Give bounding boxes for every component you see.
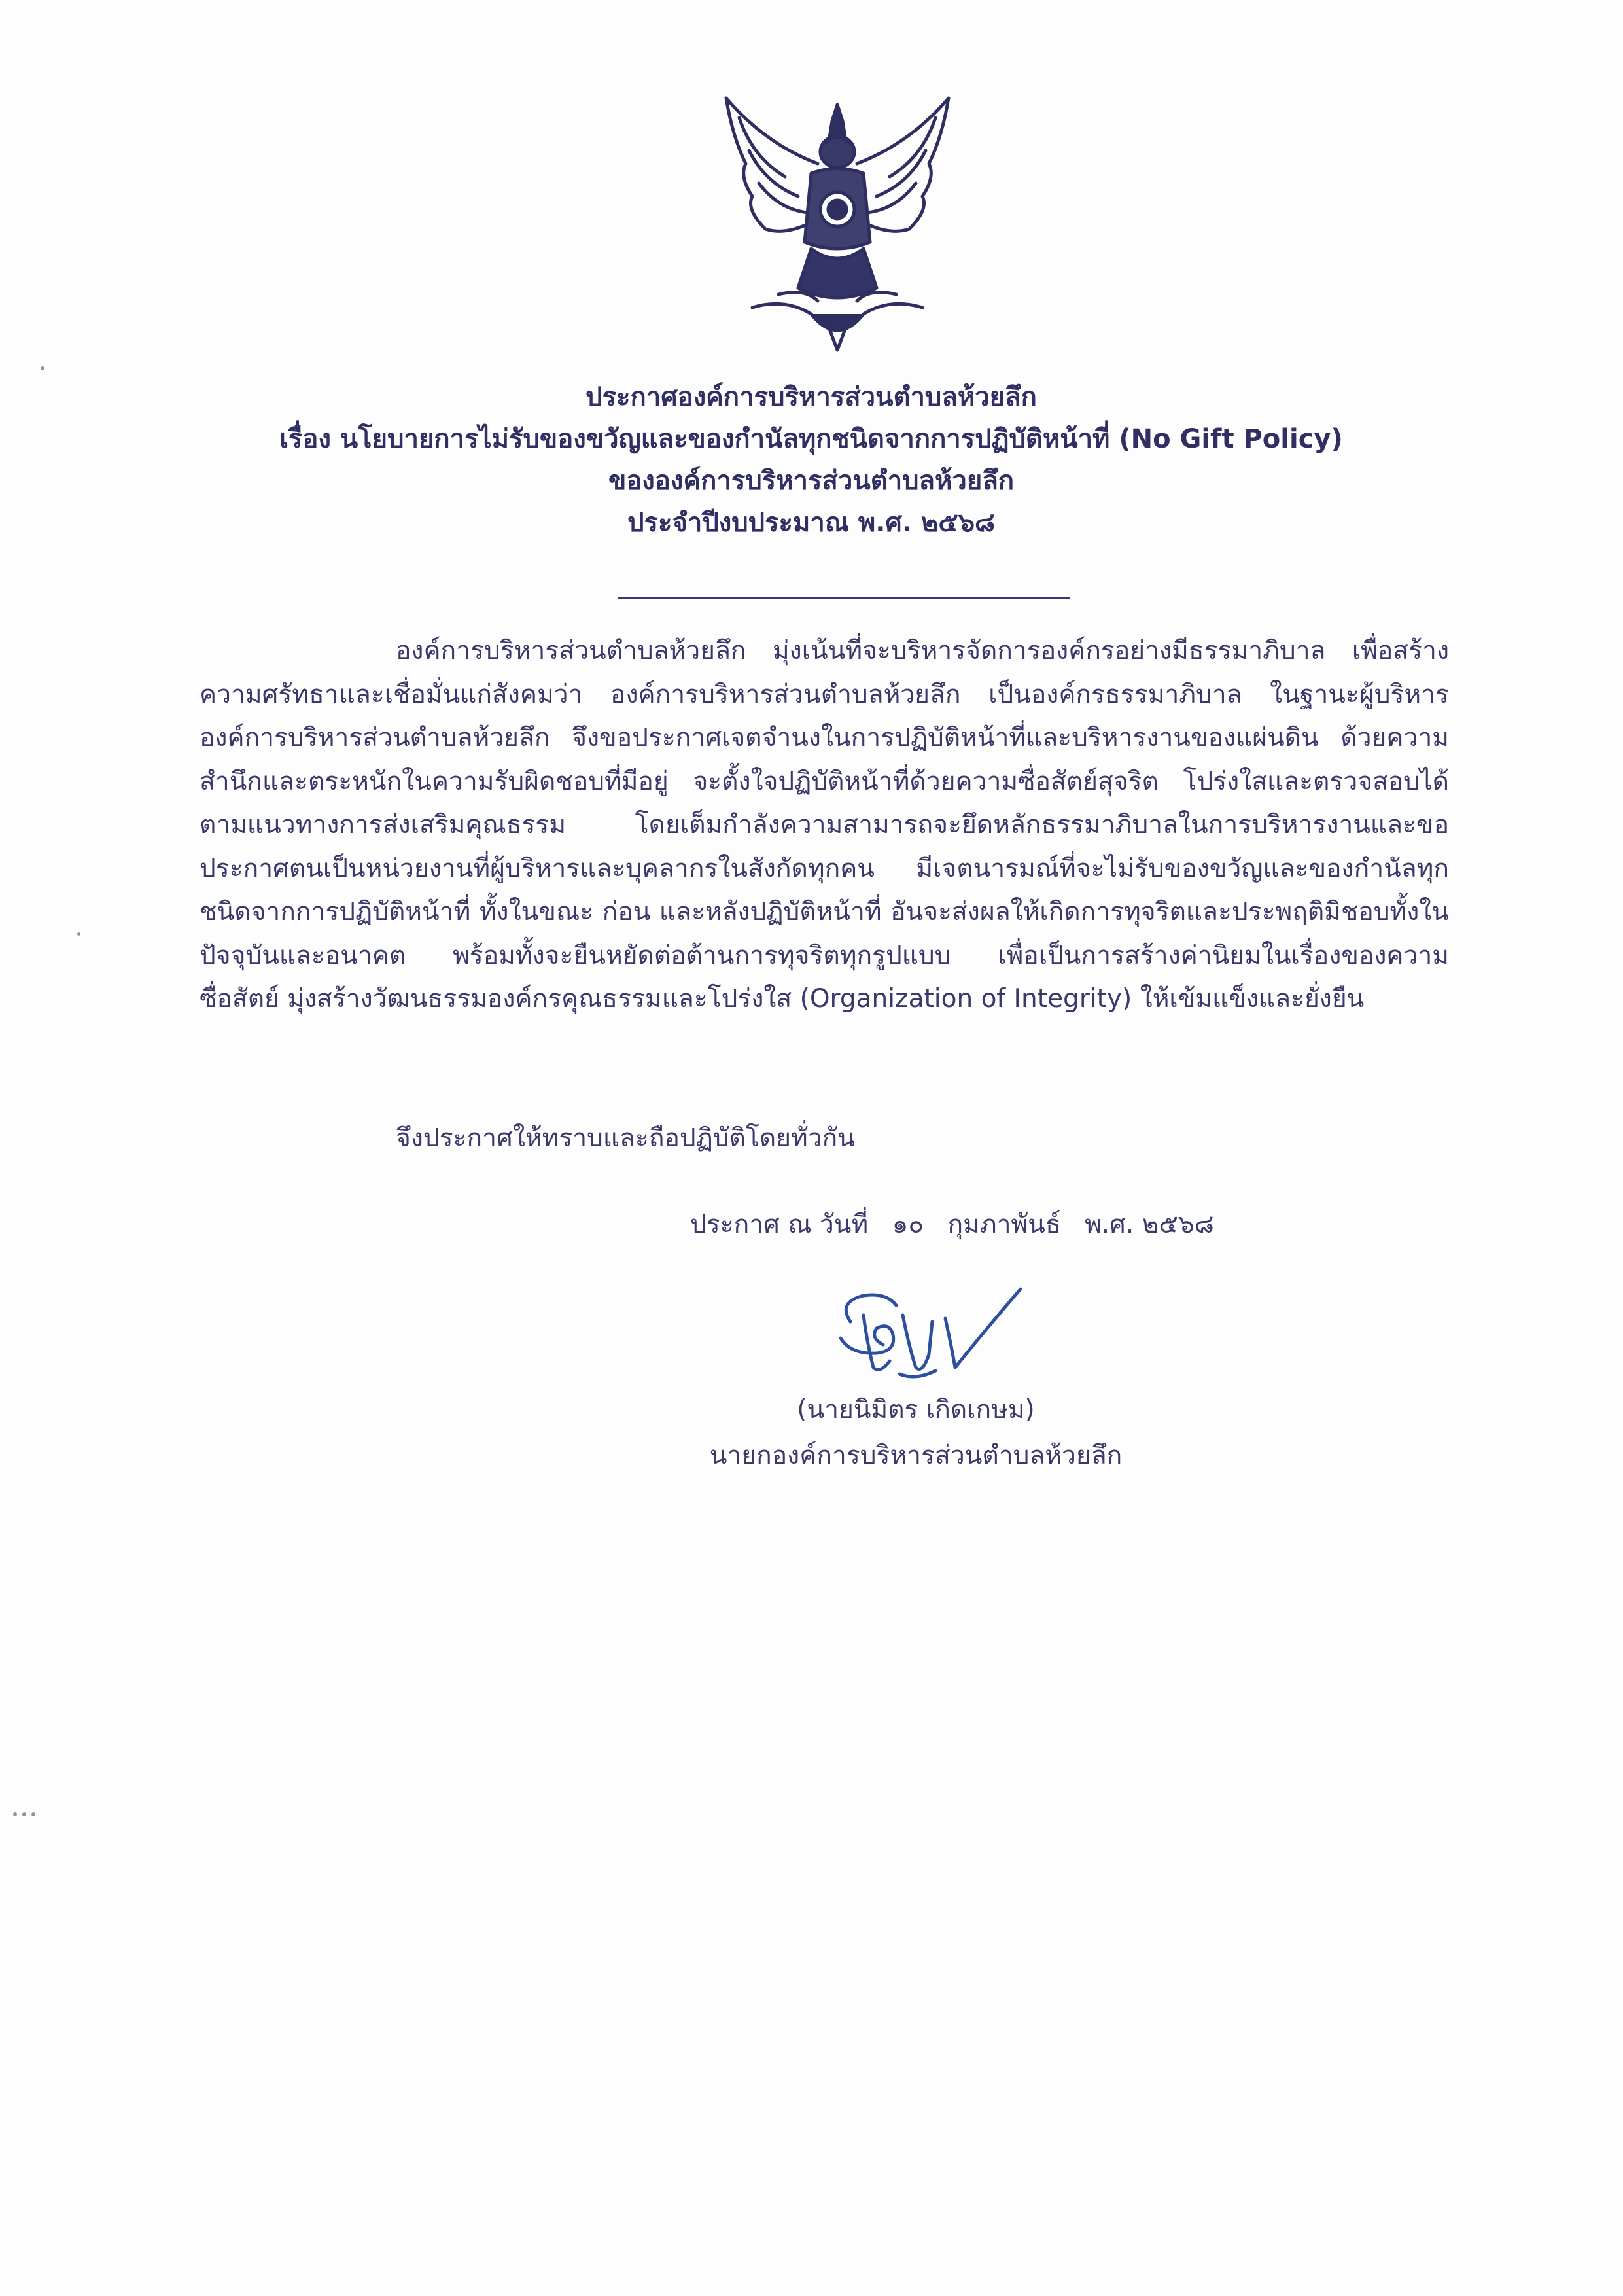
title-line-2: เรื่อง นโยบายการไม่รับของขวัญและของกำนัลทุกชนิดจากการปฏิบัติหน้าที่ (No Gift Policy) — [279, 424, 1343, 454]
announcement-body — [200, 629, 1449, 1021]
header-divider — [618, 597, 1070, 599]
closing-statement: จึงประกาศให้ทราบและถือปฏิบัติโดยทั่วกัน — [396, 1123, 855, 1153]
garuda-emblem-icon — [713, 92, 962, 353]
body-paragraph: องค์การบริหารส่วนตำบลห้วยลึก มุ่งเน้นที่จะบริหารจัดการองค์กรอย่างมีธรรมาภิบาล เพื่อสร้างความศรัทธาและเชื่อมั่นแก่สังคมว่า องค์การบริหารส่วนตำบลห้วยลึก เป็นองค์กรธรรมาภิบาล ในฐานะผู้บริหารองค์การบริหารส่วนตำบลห้วยลึก จึงขอประกาศเจตจำนงในการปฏิบัติหน้าที่และบริหารงานของแผ่นดิน ด้วยความสำนึกและตระหนักในความรับผิดชอบที่มีอยู่ จะตั้งใจปฏิบัติหน้าที่ด้วยความซื่อสัตย์สุจริต โปร่งใสและตรวจสอบได้ตามแนวทางการส่งเสริมคุณธรรม โดยเต็มกำลังความสามารถจะยึดหลักธรรมาภิบาลในการบริหารงานและขอประกาศตนเป็นหน่วยงานที่ผู้บริหารและบุคลากรในสังกัดทุกคน มีเจตนารมณ์ที่จะไม่รับของขวัญและของกำนัลทุกชนิดจากการปฏิบัติหน้าที่ ทั้งในขณะ ก่อน และหลังปฏิบัติหน้าที่ อันจะส่งผลให้เกิดการทุจริตและประพฤติมิชอบทั้งในปัจจุบันและอนาคต พร้อมทั้งจะยืนหยัดต่อต้านการทุจริตทุกรูปแบบ เพื่อเป็นการสร้างค่านิยมในเรื่องของความซื่อสัตย์ มุ่งสร้างวัฒนธรรมองค์กรคุณธรรมและโปร่งใส (Organization of Integrity) ให้เข้มแข็งและยั่งยืน — [200, 636, 1449, 1014]
scan-speck — [41, 366, 44, 370]
scan-speck — [22, 1812, 26, 1816]
signer-name: (นายนิมิตร เกิดเกษม) — [797, 1395, 1035, 1424]
date-year: พ.ศ. ๒๕๖๘ — [1085, 1210, 1214, 1239]
scan-speck — [77, 932, 80, 936]
scan-speck — [13, 1812, 17, 1816]
scan-speck — [31, 1812, 35, 1816]
title-line-3: ขององค์การบริหารส่วนตำบลห้วยลึก — [608, 466, 1015, 496]
date-prefix: ประกาศ ณ วันที่ — [690, 1210, 869, 1239]
date-day: ๑๐ — [892, 1210, 924, 1239]
signer-title: นายกองค์การบริหารส่วนตำบลห้วยลึก — [709, 1441, 1123, 1470]
title-line-4: ประจำปีงบประมาณ พ.ศ. ๒๕๖๘ — [627, 508, 995, 538]
handwritten-signature — [824, 1276, 1040, 1381]
announcement-date — [690, 1205, 1230, 1245]
date-month: กุมภาพันธ์ — [947, 1210, 1061, 1239]
title-line-1: ประกาศองค์การบริหารส่วนตำบลห้วยลึก — [585, 382, 1037, 412]
announcement-header — [196, 376, 1426, 544]
